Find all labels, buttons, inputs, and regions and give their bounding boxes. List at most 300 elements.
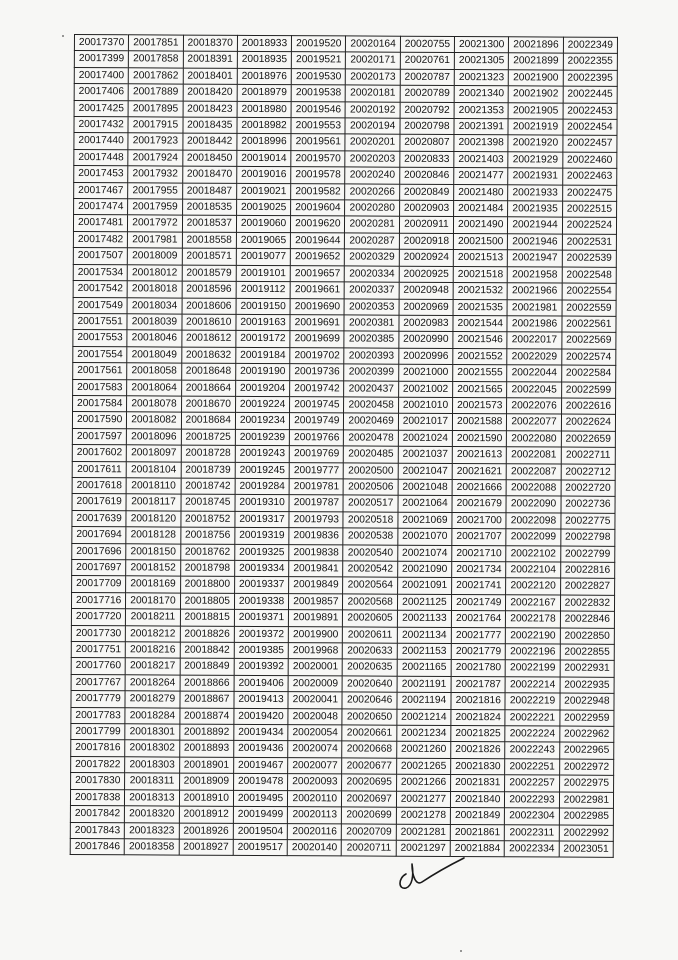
roll-number-cell: 20018078 <box>127 396 181 413</box>
roll-number-cell: 20017842 <box>70 806 124 823</box>
roll-number-cell: 20022098 <box>506 513 560 530</box>
roll-number-cell: 20018279 <box>125 691 179 708</box>
roll-number-cell: 20018892 <box>179 724 233 741</box>
roll-number-cell: 20018104 <box>126 461 180 478</box>
roll-number-cell: 20018170 <box>126 593 180 610</box>
roll-number-cell: 20020833 <box>400 151 454 168</box>
roll-number-cell: 20017696 <box>72 543 126 560</box>
roll-number-cell: 20022120 <box>506 578 560 595</box>
roll-number-cell: 20017851 <box>129 35 183 52</box>
roll-number-cell: 20017507 <box>73 248 127 265</box>
roll-number-cell: 20020846 <box>400 167 454 184</box>
roll-number-cell: 20020009 <box>288 675 342 692</box>
roll-number-cell: 20018128 <box>126 527 180 544</box>
roll-number-cell: 20018018 <box>127 281 181 298</box>
roll-number-cell: 20018058 <box>127 363 181 380</box>
roll-number-cell: 20019478 <box>233 774 287 791</box>
roll-number-cell: 20021069 <box>398 512 452 529</box>
roll-number-cell: 20022659 <box>561 431 615 448</box>
roll-number-cell: 20020048 <box>288 708 342 725</box>
roll-number-cell: 20021749 <box>452 594 506 611</box>
roll-number-cell: 20020201 <box>345 134 399 151</box>
roll-number-cell: 20018979 <box>237 85 291 102</box>
roll-number-cell: 20018664 <box>181 380 235 397</box>
roll-number-cell: 20018996 <box>237 134 291 151</box>
roll-number-cell: 20020695 <box>342 774 396 791</box>
roll-number-cell: 20020650 <box>342 709 396 726</box>
roll-number-cell: 20021134 <box>397 627 451 644</box>
roll-number-cell: 20021048 <box>398 479 452 496</box>
roll-number-cell: 20021613 <box>452 447 506 464</box>
roll-number-cell: 20020116 <box>287 823 341 840</box>
roll-number-cell: 20021590 <box>452 430 506 447</box>
roll-number-cell: 20017895 <box>128 100 182 117</box>
roll-number-cell: 20022599 <box>561 382 615 399</box>
roll-number-cell: 20021090 <box>397 561 451 578</box>
roll-number-cell: 20020458 <box>344 397 398 414</box>
roll-number-cell: 20021780 <box>451 660 505 677</box>
roll-number-cell: 20017830 <box>71 773 125 790</box>
roll-number-cell: 20022463 <box>562 168 616 185</box>
roll-number-cell: 20021153 <box>397 643 451 660</box>
roll-number-cell: 20019014 <box>237 150 291 167</box>
roll-number-cell: 20022539 <box>562 250 616 267</box>
roll-number-cell: 20019025 <box>236 199 290 216</box>
roll-number-cell: 20022243 <box>505 742 559 759</box>
roll-number-cell: 20022975 <box>559 775 613 792</box>
roll-number-cell: 20017584 <box>73 395 127 412</box>
roll-number-cell: 20020329 <box>345 249 399 266</box>
roll-number-cell: 20019690 <box>290 298 344 315</box>
roll-number-cell: 20020399 <box>344 364 398 381</box>
roll-number-cell: 20018866 <box>180 675 234 692</box>
roll-number-cell: 20022616 <box>561 398 615 415</box>
roll-number-cell: 20021679 <box>452 496 506 513</box>
roll-number-cell: 20017889 <box>128 84 182 101</box>
roll-number-cell: 20020173 <box>346 69 400 86</box>
roll-number-cell: 20022293 <box>505 791 559 808</box>
roll-number-cell: 20019520 <box>292 36 346 53</box>
roll-number-cell: 20021621 <box>452 463 506 480</box>
roll-number-cell: 20017730 <box>71 625 125 642</box>
roll-number-cell: 20022574 <box>561 349 615 366</box>
roll-number-cell: 20020093 <box>288 774 342 791</box>
signature-mark <box>392 852 472 896</box>
roll-number-cell: 20019766 <box>290 429 344 446</box>
roll-number-cell: 20021391 <box>454 119 508 136</box>
roll-number-cell: 20022720 <box>561 480 615 497</box>
roll-number-cell: 20021265 <box>396 758 450 775</box>
roll-number-cell: 20019561 <box>291 134 345 151</box>
roll-number-cell: 20020983 <box>399 315 453 332</box>
roll-number-cell: 20020996 <box>399 348 453 365</box>
roll-number-cell: 20018874 <box>179 708 233 725</box>
roll-number-cell: 20019338 <box>234 593 288 610</box>
roll-number-cell: 20017779 <box>71 691 125 708</box>
roll-number-cell: 20022017 <box>507 332 561 349</box>
roll-number-cell: 20017924 <box>128 150 182 167</box>
roll-number-cell: 20020181 <box>346 85 400 102</box>
roll-number-cell: 20018901 <box>179 757 233 774</box>
roll-number-cell: 20018909 <box>179 773 233 790</box>
roll-number-cell: 20019021 <box>237 183 291 200</box>
roll-number-cell: 20020538 <box>343 528 397 545</box>
roll-number-cell: 20020074 <box>288 741 342 758</box>
roll-number-cell: 20022460 <box>562 152 616 169</box>
roll-number-cell: 20022190 <box>506 627 560 644</box>
roll-number-cell: 20020353 <box>345 298 399 315</box>
roll-number-cell: 20021234 <box>397 725 451 742</box>
roll-number-cell: 20020281 <box>345 216 399 233</box>
roll-number-cell: 20019900 <box>289 626 343 643</box>
roll-number-cell: 20021300 <box>454 36 508 53</box>
roll-number-cell: 20020911 <box>399 217 453 234</box>
roll-number-cell: 20017583 <box>73 379 127 396</box>
roll-number-cell: 20020849 <box>399 184 453 201</box>
roll-number-cell: 20019699 <box>290 331 344 348</box>
roll-number-cell: 20020393 <box>344 348 398 365</box>
roll-number-cell: 20018303 <box>125 757 179 774</box>
roll-number-cell: 20021305 <box>454 53 508 70</box>
roll-number-cell: 20017406 <box>74 84 128 101</box>
roll-number-cell: 20017618 <box>72 477 126 494</box>
roll-number-cell: 20019284 <box>235 478 289 495</box>
roll-number-cell: 20022221 <box>505 709 559 726</box>
roll-number-cell: 20021981 <box>507 299 561 316</box>
roll-number-cell: 20017799 <box>71 724 125 741</box>
roll-number-cell: 20020903 <box>399 200 453 217</box>
roll-number-cell: 20022076 <box>507 398 561 415</box>
roll-number-cell: 20021830 <box>451 758 505 775</box>
roll-number-cell: 20020203 <box>345 151 399 168</box>
roll-number-cell: 20019657 <box>290 265 344 282</box>
roll-number-cell: 20020709 <box>342 823 396 840</box>
roll-number-cell: 20018935 <box>237 52 291 69</box>
roll-number-cell: 20017932 <box>128 166 182 183</box>
roll-number-cell: 20019968 <box>288 643 342 660</box>
roll-number-cell: 20021544 <box>453 315 507 332</box>
roll-number-cell: 20020240 <box>345 167 399 184</box>
roll-number-cell: 20022515 <box>562 201 616 218</box>
roll-number-cell: 20019652 <box>290 249 344 266</box>
roll-number-cell: 20021899 <box>509 53 563 70</box>
roll-number-cell: 20021353 <box>454 102 508 119</box>
roll-number-cell: 20017425 <box>74 100 128 117</box>
roll-number-cell: 20018211 <box>126 609 180 626</box>
roll-number-cell: 20018756 <box>180 527 234 544</box>
roll-number-cell: 20022948 <box>560 693 614 710</box>
roll-number-cell: 20021905 <box>508 102 562 119</box>
roll-number-cell: 20018752 <box>181 511 235 528</box>
roll-number-cell: 20017972 <box>128 215 182 232</box>
roll-number-cell: 20021260 <box>396 742 450 759</box>
roll-number-cell: 20020792 <box>400 102 454 119</box>
roll-number-cell: 20017955 <box>128 182 182 199</box>
roll-number-cell: 20019538 <box>291 85 345 102</box>
roll-number-cell: 20017590 <box>72 412 126 429</box>
roll-number-cell: 20019578 <box>291 167 345 184</box>
roll-number-cell: 20020518 <box>343 512 397 529</box>
roll-number-cell: 20022712 <box>561 464 615 481</box>
roll-number-cell: 20020478 <box>344 430 398 447</box>
roll-number-cell: 20018313 <box>125 789 179 806</box>
roll-number-cell: 20020113 <box>288 807 342 824</box>
roll-number-cell: 20020924 <box>399 249 453 266</box>
roll-number-cell: 20021010 <box>398 397 452 414</box>
roll-number-cell: 20020110 <box>288 790 342 807</box>
roll-number-cell: 20019604 <box>291 200 345 217</box>
roll-number-cell: 20017816 <box>71 740 125 757</box>
roll-number-cell: 20021480 <box>454 184 508 201</box>
roll-number-cell: 20021958 <box>508 266 562 283</box>
roll-number-cell: 20017602 <box>72 445 126 462</box>
roll-number-cell: 20018910 <box>179 790 233 807</box>
roll-number-cell: 20021125 <box>397 594 451 611</box>
roll-number-cell: 20021741 <box>452 578 506 595</box>
roll-number-cell: 20017923 <box>128 133 182 150</box>
roll-number-cell: 20021573 <box>453 397 507 414</box>
roll-number-cell: 20021947 <box>508 250 562 267</box>
roll-number-cell: 20023051 <box>559 841 613 858</box>
roll-number-cell: 20018082 <box>127 412 181 429</box>
roll-number-cell: 20020697 <box>342 791 396 808</box>
roll-number-cell: 20019736 <box>290 364 344 381</box>
roll-number-cell: 20020668 <box>342 741 396 758</box>
roll-number-cell: 20022959 <box>560 710 614 727</box>
roll-number-cell: 20022199 <box>506 660 560 677</box>
roll-number-cell: 20019836 <box>289 528 343 545</box>
roll-number-cell: 20018323 <box>125 822 179 839</box>
roll-number-cell: 20021518 <box>453 266 507 283</box>
roll-number-cell: 20018450 <box>182 150 236 167</box>
roll-number-cell: 20018982 <box>237 117 291 134</box>
roll-number-cell: 20022077 <box>507 414 561 431</box>
roll-number-cell: 20018742 <box>181 478 235 495</box>
roll-number-cell: 20022045 <box>507 381 561 398</box>
roll-number-cell: 20022561 <box>562 316 616 333</box>
roll-number-cell: 20018571 <box>182 248 236 265</box>
roll-number-cell: 20017838 <box>70 789 124 806</box>
roll-number-cell: 20020517 <box>343 495 397 512</box>
roll-number-cell: 20020677 <box>342 758 396 775</box>
roll-number-cell: 20022554 <box>562 283 616 300</box>
roll-number-cell: 20018893 <box>179 741 233 758</box>
roll-number-cell: 20020437 <box>344 380 398 397</box>
roll-number-cell: 20017915 <box>128 117 182 134</box>
roll-number-table <box>70 34 618 858</box>
roll-number-cell: 20017959 <box>128 199 182 216</box>
roll-number-cell: 20021535 <box>453 299 507 316</box>
roll-number-cell: 20021323 <box>454 69 508 86</box>
roll-number-cell: 20021017 <box>398 414 452 431</box>
roll-number-cell: 20022798 <box>560 529 614 546</box>
roll-number-cell: 20020990 <box>399 332 453 349</box>
roll-number-cell: 20021297 <box>396 840 450 857</box>
roll-number-cell: 20017553 <box>73 330 127 347</box>
roll-number-cell: 20020077 <box>288 758 342 775</box>
roll-number-cell: 20022257 <box>505 775 559 792</box>
roll-number-cell: 20021764 <box>451 611 505 628</box>
roll-number-cell: 20018927 <box>179 839 233 856</box>
roll-number-cell: 20021777 <box>451 627 505 644</box>
roll-number-cell: 20017561 <box>73 363 127 380</box>
roll-number-cell: 20020661 <box>342 725 396 742</box>
roll-number-cell: 20018097 <box>127 445 181 462</box>
roll-number-cell: 20021884 <box>450 840 504 857</box>
roll-number-cell: 20017709 <box>72 576 126 593</box>
roll-number-cell: 20020485 <box>344 446 398 463</box>
roll-number-cell: 20020540 <box>343 545 397 562</box>
roll-number-cell: 20021707 <box>452 529 506 546</box>
roll-number-cell: 20019620 <box>291 216 345 233</box>
roll-number-cell: 20021024 <box>398 430 452 447</box>
roll-number-cell: 20018150 <box>126 543 180 560</box>
roll-number-cell: 20022178 <box>506 611 560 628</box>
roll-number-cell: 20017482 <box>73 231 127 248</box>
roll-number-cell: 20021787 <box>451 676 505 693</box>
roll-number-cell: 20019310 <box>235 495 289 512</box>
roll-number-cell: 20020334 <box>345 266 399 283</box>
roll-number-cell: 20022584 <box>561 365 615 382</box>
roll-number-cell: 20021555 <box>453 365 507 382</box>
roll-number-cell: 20019334 <box>235 560 289 577</box>
roll-number-cell: 20018034 <box>127 297 181 314</box>
roll-number-cell: 20018110 <box>126 478 180 495</box>
roll-number-cell: 20019234 <box>235 413 289 430</box>
roll-number-cell: 20021191 <box>397 676 451 693</box>
roll-number-cell: 20018739 <box>181 462 235 479</box>
roll-number-cell: 20022832 <box>560 595 614 612</box>
scan-speck <box>62 35 64 37</box>
roll-number-cell: 20022827 <box>560 578 614 595</box>
roll-number-cell: 20021398 <box>454 135 508 152</box>
roll-number-cell: 20021935 <box>508 201 562 218</box>
roll-number-cell: 20018216 <box>126 642 180 659</box>
roll-number-cell: 20022736 <box>561 496 615 513</box>
roll-number-cell: 20022087 <box>507 463 561 480</box>
roll-number-cell: 20021403 <box>454 151 508 168</box>
roll-number-cell: 20017611 <box>72 461 126 478</box>
roll-number-cell: 20020385 <box>344 331 398 348</box>
roll-number-cell: 20018670 <box>181 396 235 413</box>
roll-number-cell: 20017534 <box>73 264 127 281</box>
roll-number-cell: 20019691 <box>290 315 344 332</box>
roll-number-cell: 20018420 <box>183 84 237 101</box>
roll-number-cell: 20022972 <box>559 759 613 776</box>
roll-number-cell: 20018212 <box>126 625 180 642</box>
roll-number-cell: 20021214 <box>397 709 451 726</box>
roll-number-cell: 20019517 <box>233 839 287 856</box>
roll-number-cell: 20018401 <box>183 68 237 85</box>
roll-number-cell: 20018867 <box>180 691 234 708</box>
roll-number-cell: 20021532 <box>453 283 507 300</box>
roll-number-cell: 20021588 <box>453 414 507 431</box>
roll-number-cell: 20017720 <box>71 609 125 626</box>
roll-number-cell: 20017639 <box>72 510 126 527</box>
roll-number-cell: 20022044 <box>507 365 561 382</box>
roll-number-cell: 20018745 <box>181 494 235 511</box>
roll-number-cell: 20022081 <box>507 447 561 464</box>
roll-number-cell: 20020564 <box>343 577 397 594</box>
roll-number-cell: 20022311 <box>505 824 559 841</box>
roll-number-cell: 20019891 <box>289 610 343 627</box>
roll-number-cell: 20021900 <box>509 70 563 87</box>
roll-number-cell: 20020287 <box>345 233 399 250</box>
roll-number-cell: 20022962 <box>559 726 613 743</box>
roll-number-cell: 20022395 <box>563 70 617 87</box>
roll-number-cell: 20019781 <box>289 479 343 496</box>
roll-number-cell: 20021340 <box>454 86 508 103</box>
roll-number-cell: 20021552 <box>453 348 507 365</box>
roll-number-cell: 20022214 <box>505 677 559 694</box>
roll-number-cell: 20018826 <box>180 626 234 643</box>
roll-number-cell: 20021946 <box>508 234 562 251</box>
roll-number-cell: 20022965 <box>559 743 613 760</box>
roll-number-cell: 20018596 <box>182 281 236 298</box>
roll-number-cell: 20019436 <box>234 741 288 758</box>
roll-number-cell: 20021919 <box>508 119 562 136</box>
roll-number-cell: 20022935 <box>560 677 614 694</box>
roll-number-cell: 20022624 <box>561 414 615 431</box>
roll-number-cell: 20021074 <box>398 545 452 562</box>
roll-number-cell: 20018120 <box>126 511 180 528</box>
roll-number-cell: 20019546 <box>291 101 345 118</box>
roll-number-cell: 20018725 <box>181 429 235 446</box>
roll-number-cell: 20018980 <box>237 101 291 118</box>
roll-number-cell: 20018612 <box>181 330 235 347</box>
roll-number-cell: 20018284 <box>125 707 179 724</box>
roll-number-cell: 20019644 <box>291 233 345 250</box>
roll-number-cell: 20019112 <box>236 281 290 298</box>
roll-number-cell: 20022453 <box>563 103 617 120</box>
roll-number-cell: 20019661 <box>290 282 344 299</box>
roll-number-cell: 20018976 <box>237 68 291 85</box>
roll-number-cell: 20017554 <box>73 346 127 363</box>
roll-number-cell: 20022196 <box>506 644 560 661</box>
roll-number-cell: 20019413 <box>234 692 288 709</box>
roll-number-cell: 20019857 <box>289 593 343 610</box>
roll-number-cell: 20019172 <box>236 331 290 348</box>
roll-number-cell: 20020054 <box>288 725 342 742</box>
roll-number-cell: 20020171 <box>346 52 400 69</box>
roll-number-cell: 20019325 <box>235 544 289 561</box>
roll-number-cell: 20018487 <box>182 183 236 200</box>
roll-number-cell: 20022981 <box>559 792 613 809</box>
roll-number-cell: 20018558 <box>182 232 236 249</box>
roll-number-cell: 20019420 <box>234 708 288 725</box>
roll-number-cell: 20022445 <box>563 86 617 103</box>
roll-number-cell: 20022104 <box>506 562 560 579</box>
roll-number-cell: 20019101 <box>236 265 290 282</box>
roll-number-cell: 20022775 <box>561 513 615 530</box>
roll-number-cell: 20020611 <box>343 627 397 644</box>
roll-number-cell: 20020918 <box>399 233 453 250</box>
roll-number-cell: 20017549 <box>73 297 127 314</box>
roll-number-cell: 20019060 <box>236 216 290 233</box>
roll-number-cell: 20022099 <box>506 529 560 546</box>
roll-number-cell: 20020646 <box>342 692 396 709</box>
roll-number-cell: 20022355 <box>563 53 617 70</box>
roll-number-cell: 20019793 <box>289 511 343 528</box>
roll-number-cell: 20020787 <box>400 69 454 86</box>
roll-number-cell: 20018579 <box>182 265 236 282</box>
roll-number-cell: 20019742 <box>290 380 344 397</box>
roll-number-cell: 20022219 <box>505 693 559 710</box>
roll-number-cell: 20020605 <box>343 610 397 627</box>
roll-number-cell: 20019495 <box>233 790 287 807</box>
roll-number-cell: 20019521 <box>292 52 346 69</box>
roll-number-cell: 20018217 <box>125 658 179 675</box>
